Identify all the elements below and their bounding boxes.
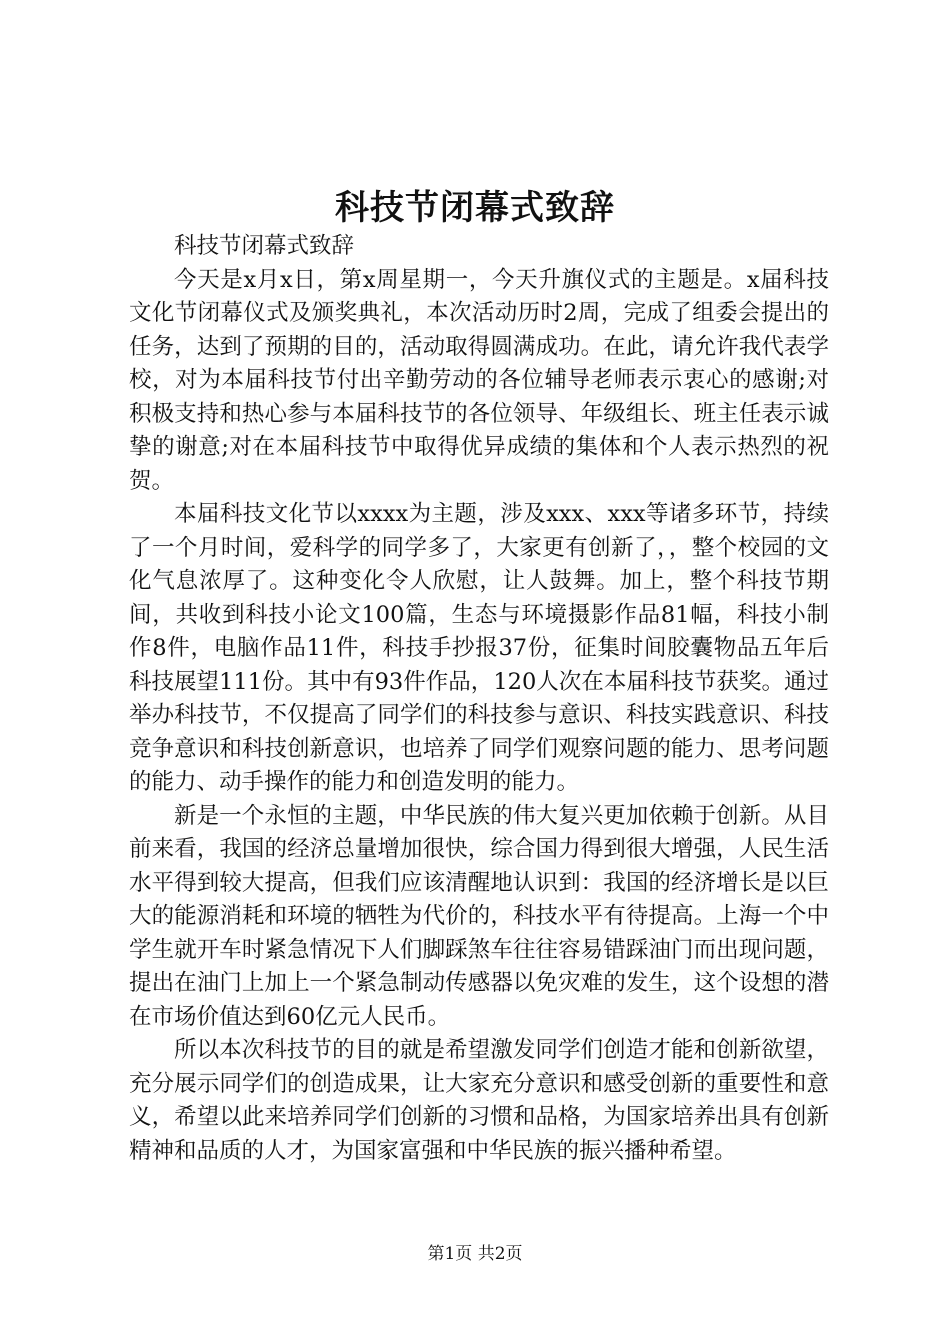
body-paragraph: 本届科技文化节以xxxx为主题，涉及xxx、xxx等诸多环节，持续了一个月时间，爱科学的同学多了，大家更有创新了，，整个校园的文化气息浓厚了。这种变化令人欣慰，让人鼓舞。加上，整个科技节期间，共收到科技小论文100篇，生态与环境摄影作品81幅，科技小制作8件，电脑作品11件，科技手抄报37份，征集时间胶囊物品五年后科技展望111份。其中有93件作品，120人次在本届科技节获奖。通过举办科技节，不仅提高了同学们的科技参与意识、科技实践意识、科技竞争意识和科技创新意识，也培养了同学们观察问题的能力、思考问题的能力、动手操作的能力和创造发明的能力。 (129, 501, 829, 795)
document-title: 科技节闭幕式致辞 (335, 188, 615, 228)
document-body (129, 230, 829, 1168)
page-number-footer: 第1页 共2页 (427, 1244, 523, 1264)
body-paragraph: 科技节闭幕式致辞 (174, 233, 355, 259)
body-paragraph: 所以本次科技节的目的就是希望激发同学们创造才能和创新欲望，充分展示同学们的创造成果，让大家充分意识和感受创新的重要性和意义，希望以此来培养同学们创新的习惯和品格，为国家培养出具有创新精神和品质的人才，为国家富强和中华民族的振兴播种希望。 (129, 1037, 829, 1164)
body-paragraph: 新是一个永恒的主题，中华民族的伟大复兴更加依赖于创新。从目前来看，我国的经济总量增加很快，综合国力得到很大增强，人民生活水平得到较大提高，但我们应该清醒地认识到：我国的经济增长是以巨大的能源消耗和环境的牺牲为代价的，科技水平有待提高。上海一个中学生就开车时紧急情况下人们脚踩煞车往往容易错踩油门而出现问题，提出在油门上加上一个紧急制动传感器以免灾难的发生，这个设想的潜在市场价值达到60亿元人民币。 (129, 802, 829, 1030)
body-paragraph: 今天是x月x日，第x周星期一，今天升旗仪式的主题是。x届科技文化节闭幕仪式及颁奖典礼，本次活动历时2周，完成了组委会提出的任务，达到了预期的目的，活动取得圆满成功。在此，请允许我代表学校，对为本届科技节付出辛勤劳动的各位辅导老师表示衷心的感谢;对积极支持和热心参与本届科技节的各位领导、年级组长、班主任表示诚挚的谢意;对在本届科技节中取得优异成绩的集体和个人表示热烈的祝贺。 (129, 266, 829, 494)
